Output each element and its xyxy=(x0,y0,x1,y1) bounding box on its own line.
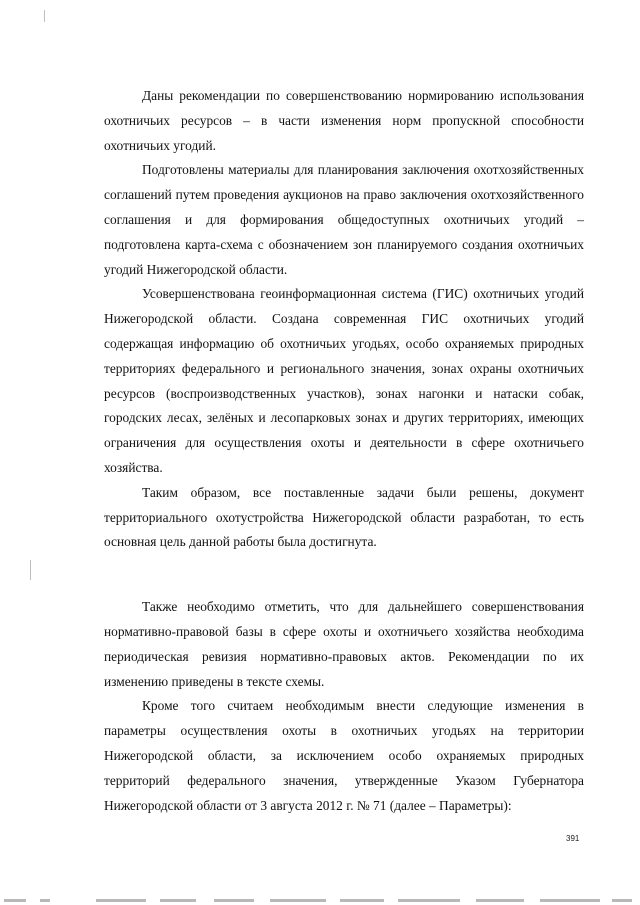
paragraph-parameters: Кроме того считаем необходимым внести следующие изменения в параметры осуществления охоты в охотничьих угодьях на территории Нижегородской области, за исключением особо охраняемых природных территорий федерального значения, утвержденные Указом Губернатора Нижегородской области от 3 августа 2012 г. № 71 (далее – Параметры): xyxy=(104,698,584,813)
paragraph-prepared-materials: Подготовлены материалы для планирования заключения охотхозяйственных соглашений путем проведения аукционов на право заключения охотхозяйственного соглашения и для формирования общедоступных охотничьих угодий – подготовлена карта-схема с обозначением зон планируемого создания охотничьих угодий Нижегородской области. xyxy=(104,162,584,277)
scan-mark-top-left xyxy=(44,10,45,22)
page-number: 391 xyxy=(566,834,580,843)
paragraph-regulatory-base: Также необходимо отметить, что для дальнейшего совершенствования нормативно-правовой базы в сфере охоты и охотничьего хозяйства необходима периодическая ревизия нормативно-правовых актов. Рекомендации по их изменению приведены в тексте схемы. xyxy=(104,599,584,689)
bottom-scan-strip xyxy=(0,895,640,905)
paragraph-spacer xyxy=(104,555,584,595)
paragraph-recommendations: Даны рекомендации по совершенствованию нормированию использования охотничьих ресурсов – в части изменения норм пропускной способности охотничьих угодий. xyxy=(104,88,584,153)
paragraph-gis: Усовершенствована геоинформационная система (ГИС) охотничьих угодий Нижегородской области. Создана современная ГИС охотничьих угодий содержащая информацию об охотничьих угодьях, особо охраняемых природных территориях федерального и регионального значения, зонах охраны охотничьих ресурсов (воспроизводственных участков), зонах нагонки и натаски собак, городских лесах, зелёных и лесопарковых зонах и других территориях, имеющих ограничения для осуществления охоты и деятельности в сфере охотничьего хозяйства. xyxy=(104,286,584,475)
document-body xyxy=(104,84,584,818)
scan-mark-left-middle xyxy=(30,560,31,580)
paragraph-conclusion: Таким образом, все поставленные задачи были решены, документ территориального охотустройства Нижегородской области разработан, то есть основная цель данной работы была достигнута. xyxy=(104,484,584,550)
